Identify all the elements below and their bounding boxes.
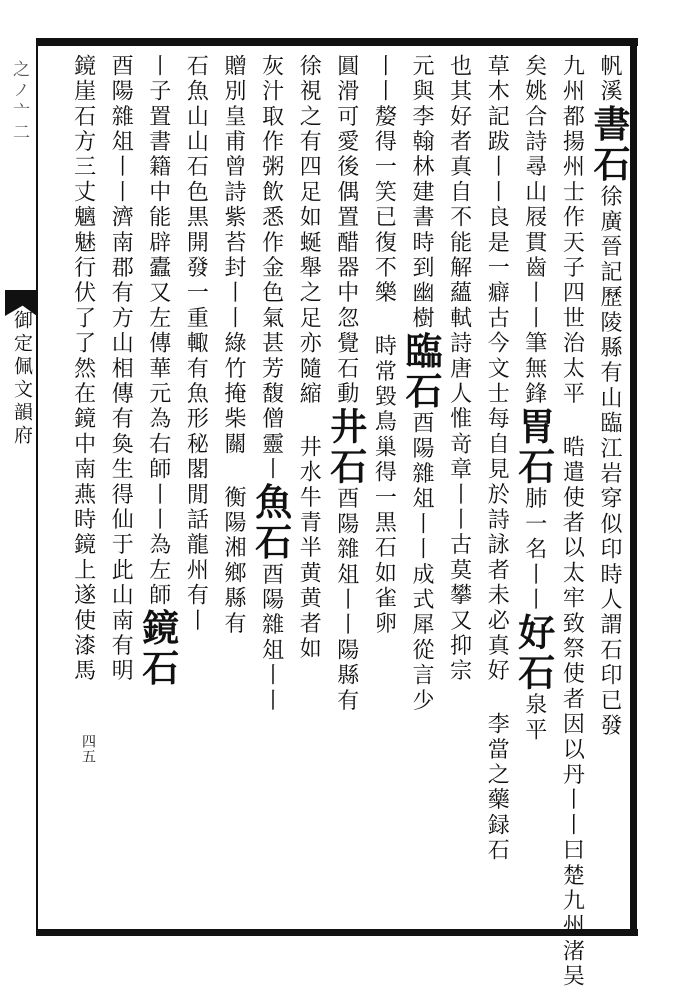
text-column: 矣姚合詩尋山屐貫齒丨丨筆無鋒胃石肺一名丨丨好石泉平 bbox=[511, 54, 556, 744]
text-column: 徐視之有四足如蜒舉之足亦隨縮 井水牛青半黄黄者如 bbox=[296, 54, 322, 662]
headword: 胃石 bbox=[511, 406, 556, 487]
text-column: 草木記跋丨丨良是一癖古今文士每自見於詩詠者未必真好 李當之藥録石 bbox=[484, 54, 510, 864]
text-column: 灰汁取作粥飲悉作金色氣甚芳馥僧靈丨魚石酉陽雜俎丨丨 bbox=[248, 54, 293, 714]
text-column: 丨丨嫠得一笑已復不樂 時常毀鳥巢得一黒石如雀卵 bbox=[371, 54, 397, 637]
headword: 魚石 bbox=[248, 482, 293, 563]
page-number: 四五 bbox=[80, 734, 96, 764]
headword: 井石 bbox=[323, 406, 368, 487]
previous-page-fragment: 之ノ亠二 bbox=[9, 60, 29, 144]
page-border-right bbox=[630, 38, 637, 936]
text-column: 也其好者真自不能解蘊軾詩唐人惟竒章丨丨古莫攀又抑宗 bbox=[446, 54, 472, 684]
text-column: 酉陽雜俎丨丨濟南郡有方山相傳有奐生得仙于此山南有明 bbox=[108, 54, 134, 684]
book-title-margin: 御定佩文韻府 bbox=[11, 310, 33, 448]
headword: 鏡石 bbox=[135, 608, 180, 689]
text-column: 元與李翰林建書時到幽樹臨石酉陽雜俎丨丨成式犀從言少 bbox=[399, 54, 443, 714]
text-column: 丨子置書籍中能辟蠹又左傳華元為右師丨丨為左師鏡石 bbox=[135, 54, 180, 689]
page-border-left bbox=[36, 38, 38, 936]
page-border-top bbox=[38, 38, 638, 46]
text-column: 圓滑可愛後偶置醋器中忽覺石動井石酉陽雜俎丨丨陽縣有 bbox=[323, 54, 368, 714]
headword: 書石 bbox=[587, 104, 631, 185]
text-column: 贈別皇甫曾詩紫苔封丨丨綠竹掩柴關 衡陽湘鄉縣有 bbox=[221, 54, 246, 637]
headword: 臨石 bbox=[399, 331, 443, 412]
page-border-bottom bbox=[38, 929, 638, 936]
headword: 好石 bbox=[511, 612, 556, 693]
text-column: 帆溪書石徐廣晉記歷陵縣有山臨江岩穿似印時人謂石印已發 bbox=[587, 54, 631, 739]
text-column: 九州都揚州士作天子四世治太平 晧遣使者以太牢致祭使者因以丹丨丨曰楚九州渚吴 bbox=[559, 54, 585, 989]
text-column: 鏡崖石方三丈魑魅行伏了了然在鏡中南燕時鏡上遂使漆馬 bbox=[70, 54, 96, 684]
text-column: 石魚山山石色黒開發一重輙有魚形秘閣閒話龍州有丨 bbox=[183, 54, 209, 634]
